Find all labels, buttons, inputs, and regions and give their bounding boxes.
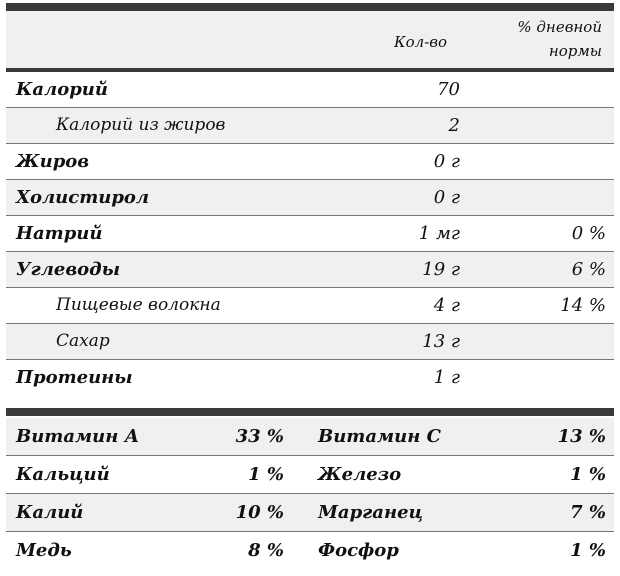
- vitamin-name: Железо: [318, 464, 402, 485]
- vitamin-value: 1 %: [248, 464, 284, 485]
- nutrient-row-calories: [6, 72, 614, 108]
- nutrient-quantity: 2: [448, 115, 460, 136]
- nutrient-row-fat-calories: [6, 108, 614, 144]
- nutrient-quantity: 13 г: [422, 331, 460, 352]
- header-daily-value: [506, 15, 602, 63]
- nutrient-name: Жиров: [16, 151, 90, 172]
- vitamin-value: 10 %: [235, 502, 284, 523]
- nutrient-quantity: 0 г: [433, 187, 460, 208]
- nutrient-quantity: 4 г: [433, 295, 460, 316]
- nutrient-row-sugar: [6, 324, 614, 360]
- nutrient-daily-value: 0 %: [571, 223, 606, 244]
- nutrient-daily-value: 14 %: [560, 295, 606, 316]
- nutrient-row-fat: [6, 144, 614, 180]
- nutrient-name: Калорий: [16, 79, 108, 100]
- table-header: [6, 11, 614, 68]
- nutrient-name: Пищевые волокна: [56, 295, 221, 315]
- vitamin-value: 1 %: [570, 464, 606, 485]
- nutrient-row-protein: [6, 360, 614, 396]
- nutrient-name: Сахар: [56, 331, 110, 351]
- nutrient-name: Калорий из жиров: [56, 115, 226, 135]
- header-quantity: Кол-во: [394, 33, 448, 51]
- vitamin-name: Фосфор: [318, 540, 399, 561]
- vitamin-row: [6, 418, 614, 456]
- vitamin-value: 13 %: [557, 426, 606, 447]
- vitamin-name: Витамин А: [16, 426, 140, 447]
- vitamin-name: Марганец: [318, 502, 423, 523]
- vitamin-name: Медь: [16, 540, 72, 561]
- vitamin-name: Витамин С: [318, 426, 441, 447]
- nutrient-row-sodium: [6, 216, 614, 252]
- header-daily-value-line1: % дневной: [517, 18, 602, 36]
- vitamins-separator: [6, 408, 614, 416]
- nutrient-row-fiber: [6, 288, 614, 324]
- vitamin-name: Кальций: [16, 464, 110, 485]
- nutrient-row-carbohydrates: [6, 252, 614, 288]
- vitamin-value: 8 %: [248, 540, 284, 561]
- header-daily-value-line2: нормы: [548, 42, 602, 60]
- vitamin-name: Калий: [16, 502, 84, 523]
- vitamin-value: 33 %: [235, 426, 284, 447]
- nutrient-quantity: 70: [437, 79, 460, 100]
- nutrient-name: Холистирол: [16, 187, 150, 208]
- nutrient-quantity: 0 г: [433, 151, 460, 172]
- nutrient-row-cholesterol: [6, 180, 614, 216]
- nutrient-quantity: 19 г: [422, 259, 460, 280]
- nutrient-name: Углеводы: [16, 259, 121, 280]
- vitamin-row: [6, 494, 614, 532]
- nutrient-quantity: 1 г: [433, 367, 460, 388]
- top-rule: [6, 3, 614, 11]
- nutrient-quantity: 1 мг: [418, 223, 460, 244]
- vitamin-value: 7 %: [570, 502, 606, 523]
- vitamin-row: [6, 456, 614, 494]
- nutrient-name: Протеины: [16, 367, 133, 388]
- vitamin-row: [6, 532, 614, 570]
- vitamin-value: 1 %: [570, 540, 606, 561]
- nutrient-daily-value: 6 %: [571, 259, 606, 280]
- nutrient-name: Натрий: [16, 223, 103, 244]
